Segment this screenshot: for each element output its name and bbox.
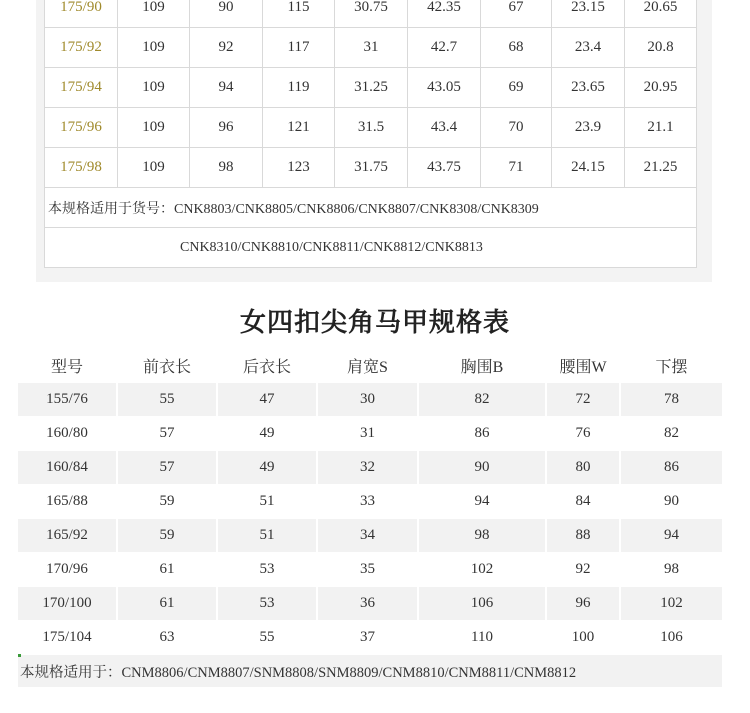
value-cell: 24.15 [552, 148, 625, 188]
value-cell: 21.1 [625, 108, 697, 148]
column-header: 型号 [50, 359, 83, 376]
value-cell: 68 [481, 28, 552, 68]
value-cell: 96 [190, 108, 263, 148]
applicable-items-note-cont [45, 228, 697, 268]
value-cell: 23.9 [552, 108, 625, 148]
applicable-items-note: 本规格适用于：CNM8806/CNM8807/SNM8808/SNM8809/CNM8810/CNM8811/CNM8812 [18, 655, 722, 687]
table-row [18, 451, 722, 484]
value-cell: 23.15 [552, 0, 625, 28]
value-cell: 109 [118, 148, 190, 188]
value-cell: 53 [218, 587, 316, 620]
value-cell: 70 [481, 108, 552, 148]
value-cell: 43.05 [408, 68, 481, 108]
value-cell: 90 [419, 451, 545, 484]
table-row [18, 485, 722, 518]
size-cell: 165/88 [18, 485, 116, 518]
value-cell: 84 [547, 485, 619, 518]
column-header: 下摆 [655, 359, 688, 376]
value-cell: 94 [190, 68, 263, 108]
value-cell: 96 [547, 587, 619, 620]
value-cell: 94 [419, 485, 545, 518]
value-cell: 43.4 [408, 108, 481, 148]
value-cell: 55 [218, 621, 316, 654]
value-cell: 42.7 [408, 28, 481, 68]
value-cell: 23.4 [552, 28, 625, 68]
value-cell: 88 [547, 519, 619, 552]
note-row [45, 188, 697, 228]
value-cell: 49 [218, 451, 316, 484]
table-row [18, 383, 722, 416]
value-cell: 92 [190, 28, 263, 68]
value-cell: 31.25 [335, 68, 408, 108]
table-row [45, 68, 697, 108]
value-cell: 67 [481, 0, 552, 28]
size-cell: 175/98 [45, 148, 118, 188]
size-cell: 175/96 [45, 108, 118, 148]
value-cell: 109 [118, 28, 190, 68]
value-cell: 20.95 [625, 68, 697, 108]
value-cell: 94 [621, 519, 722, 552]
value-cell: 61 [118, 553, 216, 586]
value-cell: 80 [547, 451, 619, 484]
value-cell: 102 [621, 587, 722, 620]
value-cell: 82 [419, 383, 545, 416]
value-cell: 51 [218, 485, 316, 518]
column-header: 肩宽S [347, 359, 388, 376]
vest-spec-body [18, 383, 722, 654]
marker-dot [18, 654, 21, 657]
table-row [45, 148, 697, 188]
value-cell: 43.75 [408, 148, 481, 188]
size-cell: 175/94 [45, 68, 118, 108]
value-cell: 121 [263, 108, 335, 148]
value-cell: 110 [419, 621, 545, 654]
value-cell: 98 [419, 519, 545, 552]
note-text: CNK8310/CNK8810/CNK8811/CNK8812/CNK8813 [180, 239, 483, 255]
value-cell: 109 [118, 68, 190, 108]
top-spec-body [45, 0, 697, 268]
value-cell: 30.75 [335, 0, 408, 28]
value-cell: 119 [263, 68, 335, 108]
value-cell: 31.75 [335, 148, 408, 188]
value-cell: 36 [318, 587, 417, 620]
table-row [18, 621, 722, 654]
value-cell: 63 [118, 621, 216, 654]
value-cell: 37 [318, 621, 417, 654]
value-cell: 82 [621, 417, 722, 450]
value-cell: 31.5 [335, 108, 408, 148]
value-cell: 117 [263, 28, 335, 68]
value-cell: 20.65 [625, 0, 697, 28]
value-cell: 53 [218, 553, 316, 586]
table-row [18, 519, 722, 552]
value-cell: 98 [190, 148, 263, 188]
value-cell: 98 [621, 553, 722, 586]
table-row [18, 417, 722, 450]
value-cell: 72 [547, 383, 619, 416]
value-cell: 59 [118, 519, 216, 552]
top-spec-panel [36, 0, 712, 282]
value-cell: 106 [419, 587, 545, 620]
note-row [45, 228, 697, 268]
value-cell: 76 [547, 417, 619, 450]
value-cell: 47 [218, 383, 316, 416]
value-cell: 61 [118, 587, 216, 620]
table-row [45, 0, 697, 28]
column-header: 前衣长 [142, 359, 191, 376]
size-cell: 170/96 [18, 553, 116, 586]
table-row [18, 587, 722, 620]
value-cell: 57 [118, 417, 216, 450]
value-cell: 109 [118, 108, 190, 148]
applicable-items-note: 本规格适用于货号：CNK8803/CNK8805/CNK8806/CNK8807/CNK8308/CNK8309 [45, 188, 697, 228]
value-cell: 35 [318, 553, 417, 586]
table-row [45, 108, 697, 148]
value-cell: 31 [335, 28, 408, 68]
value-cell: 115 [263, 0, 335, 28]
size-cell: 155/76 [18, 383, 116, 416]
column-header: 胸围B [460, 359, 504, 376]
value-cell: 102 [419, 553, 545, 586]
size-cell: 175/104 [18, 621, 116, 654]
value-cell: 51 [218, 519, 316, 552]
value-cell: 100 [547, 621, 619, 654]
column-header: 后衣长 [242, 359, 291, 376]
value-cell: 31 [318, 417, 417, 450]
value-cell: 55 [118, 383, 216, 416]
value-cell: 32 [318, 451, 417, 484]
page-title: 女四扣尖角马甲规格表 [239, 308, 510, 338]
value-cell: 123 [263, 148, 335, 188]
value-cell: 86 [621, 451, 722, 484]
size-cell: 160/84 [18, 451, 116, 484]
top-spec-table [44, 0, 697, 268]
size-cell: 170/100 [18, 587, 116, 620]
table-header-row [18, 349, 722, 382]
value-cell: 106 [621, 621, 722, 654]
value-cell: 21.25 [625, 148, 697, 188]
size-cell: 165/92 [18, 519, 116, 552]
value-cell: 49 [218, 417, 316, 450]
size-cell: 160/80 [18, 417, 116, 450]
value-cell: 33 [318, 485, 417, 518]
value-cell: 59 [118, 485, 216, 518]
size-cell: 175/90 [45, 0, 118, 28]
value-cell: 90 [190, 0, 263, 28]
value-cell: 69 [481, 68, 552, 108]
value-cell: 57 [118, 451, 216, 484]
value-cell: 90 [621, 485, 722, 518]
value-cell: 78 [621, 383, 722, 416]
vest-spec-table [18, 349, 722, 687]
value-cell: 71 [481, 148, 552, 188]
size-cell: 175/92 [45, 28, 118, 68]
value-cell: 30 [318, 383, 417, 416]
value-cell: 42.35 [408, 0, 481, 28]
value-cell: 20.8 [625, 28, 697, 68]
value-cell: 92 [547, 553, 619, 586]
value-cell: 34 [318, 519, 417, 552]
value-cell: 23.65 [552, 68, 625, 108]
column-header: 腰围W [559, 359, 607, 376]
table-row [18, 553, 722, 586]
value-cell: 86 [419, 417, 545, 450]
value-cell: 109 [118, 0, 190, 28]
table-row [45, 28, 697, 68]
